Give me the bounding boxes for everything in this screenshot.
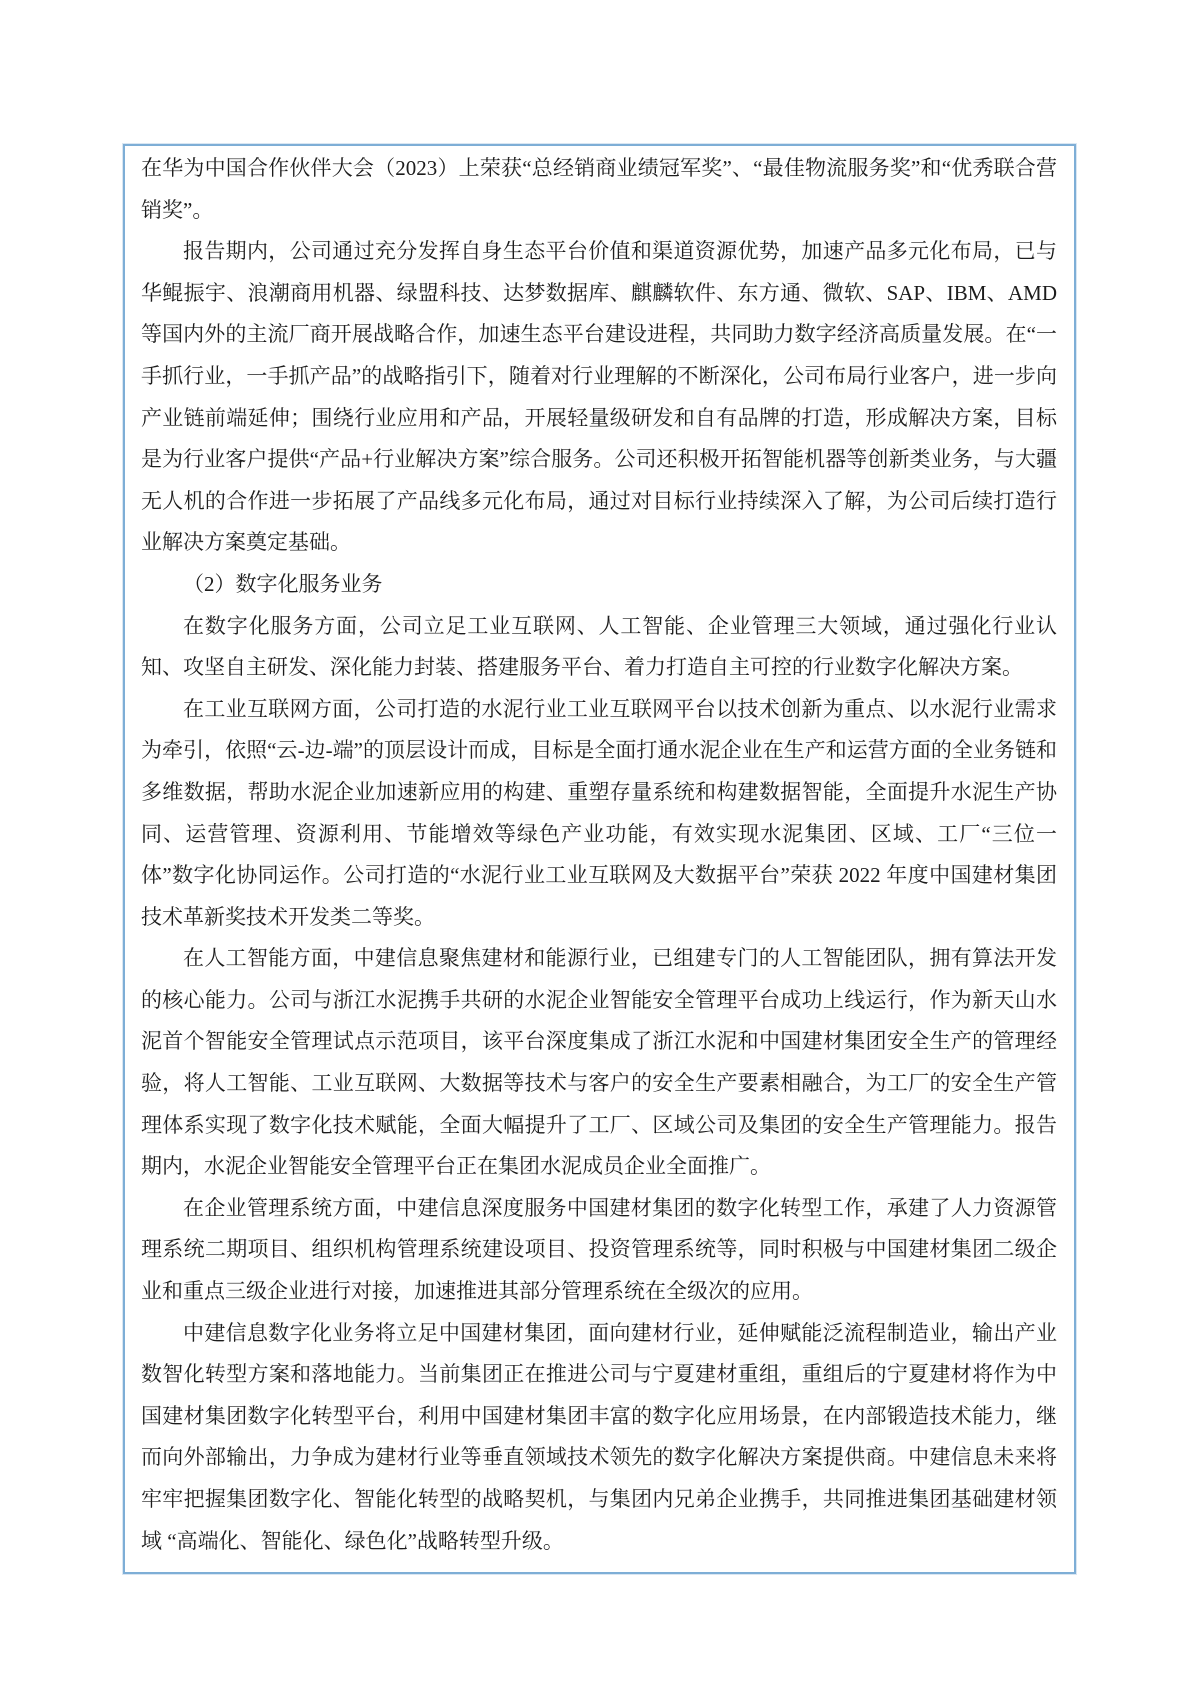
paragraph: （2）数字化服务业务 (183, 571, 383, 596)
paragraph: 在数字化服务方面，公司立足工业互联网、人工智能、企业管理三大领域，通过强化行业认知、攻坚自主研发、深化能力封装、搭建服务平台、着力打造自主可控的行业数字化解决方案。 (141, 613, 1057, 680)
paragraph: 在工业互联网方面，公司打造的水泥行业工业互联网平台以技术创新为重点、以水泥行业需求为牵引，依照“云-边-端”的顶层设计而成，目标是全面打通水泥企业在生产和运营方面的全业务链和多维数据，帮助水泥企业加速新应用的构建、重塑存量系统和构建数据智能，全面提升水泥生产协同、运营管理、资源利用、节能增效等绿色产业功能，有效实现水泥集团、区域、工厂“三位一体”数字化协同运作。公司打造的“水泥行业工业互联网及大数据平台”荣获 2022 年度中国建材集团技术革新奖技术开发类二等奖。 (141, 696, 1057, 929)
paragraph: 在华为中国合作伙伴大会（2023）上荣获“总经销商业绩冠军奖”、“最佳物流服务奖”和“优秀联合营销奖”。 (141, 156, 1057, 222)
paragraph: 报告期内，公司通过充分发挥自身生态平台价值和渠道资源优势，加速产品多元化布局，已与华鲲振宇、浪潮商用机器、绿盟科技、达梦数据库、麒麟软件、东方通、微软、SAP、IBM、AMD 等国内外的主流厂商开展战略合作，加速生态平台建设进程，共同助力数字经济高质量发展。在“一手抓行业，一手抓产品”的战略指引下，随着对行业理解的不断深化，公司布局行业客户，进一步向产业链前端延伸；围绕行业应用和产品，开展轻量级研发和自有品牌的打造，形成解决方案，目标是为行业客户提供“产品+行业解决方案”综合服务。公司还积极开拓智能机器等创新类业务，与大疆无人机的合作进一步拓展了产品线多元化布局，通过对目标行业持续深入了解，为公司后续打造行业解决方案奠定基础。 (141, 239, 1057, 555)
paragraph: 中建信息数字化业务将立足中国建材集团，面向建材行业，延伸赋能泛流程制造业，输出产业数智化转型方案和落地能力。当前集团正在推进公司与宁夏建材重组，重组后的宁夏建材将作为中国建材集团数字化转型平台，利用中国建材集团丰富的数字化应用场景，在内部锻造技术能力，继而向外部输出，力争成为建材行业等垂直领域技术领先的数字化解决方案提供商。中建信息未来将牢牢把握集团数字化、智能化转型的战略契机，与集团内兄弟企业携手，共同推进集团基础建材领域 “高端化、智能化、绿色化”战略转型升级。 (141, 1320, 1057, 1553)
paragraph: 在企业管理系统方面，中建信息深度服务中国建材集团的数字化转型工作，承建了人力资源管理系统二期项目、组织机构管理系统建设项目、投资管理系统等，同时积极与中国建材集团二级企业和重点三级企业进行对接，加速推进其部分管理系统在全级次的应用。 (141, 1195, 1057, 1304)
paragraph: 在人工智能方面，中建信息聚焦建材和能源行业，已组建专门的人工智能团队，拥有算法开发的核心能力。公司与浙江水泥携手共研的水泥企业智能安全管理平台成功上线运行，作为新天山水泥首个智能安全管理试点示范项目，该平台深度集成了浙江水泥和中国建材集团安全生产的管理经验，将人工智能、工业互联网、大数据等技术与客户的安全生产要素相融合，为工厂的安全生产管理体系实现了数字化技术赋能，全面大幅提升了工厂、区域公司及集团的安全生产管理能力。报告期内，水泥企业智能安全管理平台正在集团水泥成员企业全面推广。 (141, 946, 1057, 1179)
report-text-box (123, 144, 1076, 1574)
